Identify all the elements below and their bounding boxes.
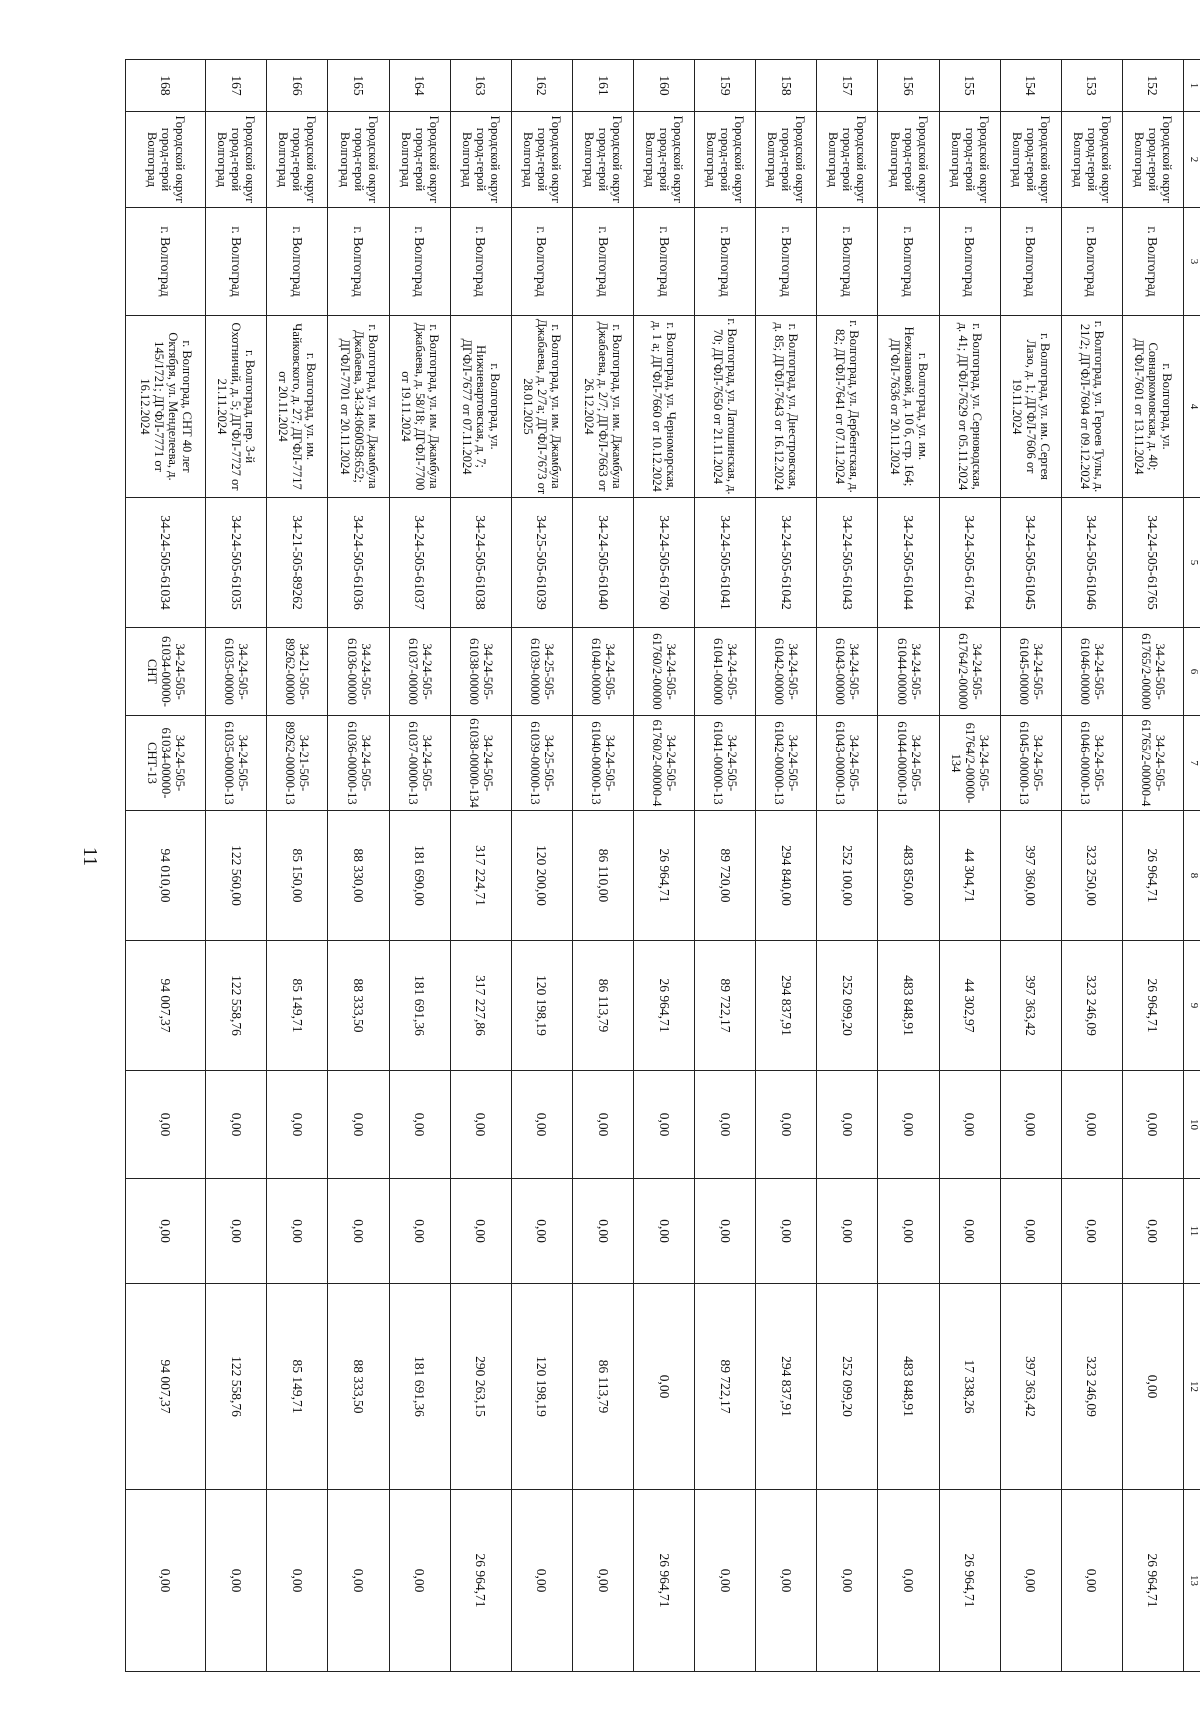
amount-cell: 0,00 [511,1179,572,1284]
amount-cell: 85 149,71 [267,941,328,1071]
address-cell: г. Волгоград, ул. им. Джамбула Джабаева, д. 58/18; ДГФЛ-7700 от 19.11.2024 [389,316,450,498]
amount-cell: 252 099,20 [817,1284,878,1490]
code-cell: 34-24-505-61760/2-00000 [634,628,695,716]
code-cell: 34-24-505-61042 [756,498,817,628]
code-cell: 34-21-505-89262-00000-13 [267,716,328,811]
amount-cell: 0,00 [126,1179,206,1284]
address-cell: г. Волгоград, ул. Дербентская, д. 82; ДГФЛ-7641 от 07.11.2024 [817,316,878,498]
address-cell: г. Волгоград, ул. Черноморская, д. 1 а; ДГФЛ-7660 от 10.12.2024 [634,316,695,498]
code-cell: 34-24-505-61043 [817,498,878,628]
municipality-cell: Городской округ город-герой Волгоград [1061,112,1122,208]
amount-cell: 17 338,26 [939,1284,1000,1490]
code-cell: 34-24-505-61764 [939,498,1000,628]
municipality-cell: Городской округ город-герой Волгоград [695,112,756,208]
table-row [634,60,695,1672]
table-row [267,60,328,1672]
amount-cell: 44 304,71 [939,811,1000,941]
amount-cell: 89 722,17 [695,1284,756,1490]
amount-cell: 26 964,71 [634,941,695,1071]
amount-cell: 122 558,76 [206,1284,267,1490]
locality-cell: г. Волгоград [878,208,939,316]
amount-cell: 89 722,17 [695,941,756,1071]
code-cell: 34-24-505-61045 [1000,498,1061,628]
code-cell: 34-24-505-61046 [1061,498,1122,628]
municipality-cell: Городской округ город-герой Волгоград [756,112,817,208]
code-cell: 34-24-505-61041-00000 [695,628,756,716]
column-number: 2 [1184,112,1200,208]
amount-cell: 26 964,71 [1122,1490,1183,1672]
code-cell: 34-24-505-61038-00000-134 [450,716,511,811]
table-row [511,60,572,1672]
amount-cell: 0,00 [389,1490,450,1672]
row-number-cell: 162 [511,60,572,112]
municipality-cell: Городской округ город-герой Волгоград [572,112,633,208]
code-cell: 34-24-505-61040-00000 [572,628,633,716]
municipality-cell: Городской округ город-герой Волгоград [634,112,695,208]
code-cell: 34-24-505-61037-00000 [389,628,450,716]
amount-cell: 483 850,00 [878,811,939,941]
locality-cell: г. Волгоград [634,208,695,316]
row-number-cell: 157 [817,60,878,112]
amount-cell: 0,00 [756,1179,817,1284]
amount-cell: 0,00 [572,1071,633,1179]
amount-cell: 26 964,71 [939,1490,1000,1672]
amount-cell: 0,00 [634,1284,695,1490]
row-number-cell: 160 [634,60,695,112]
code-cell: 34-24-505-61045-00000-13 [1000,716,1061,811]
amount-cell: 317 224,71 [450,811,511,941]
locality-cell: г. Волгоград [450,208,511,316]
municipality-cell: Городской округ город-герой Волгоград [450,112,511,208]
amount-cell: 26 964,71 [1122,811,1183,941]
amount-cell: 252 100,00 [817,811,878,941]
table-body [126,60,1184,1672]
table-row [878,60,939,1672]
amount-cell: 0,00 [450,1179,511,1284]
amount-cell: 0,00 [206,1179,267,1284]
amount-cell: 294 837,91 [756,1284,817,1490]
code-cell: 34-25-505-61039-00000 [511,628,572,716]
amount-cell: 0,00 [634,1071,695,1179]
amount-cell: 0,00 [634,1179,695,1284]
amount-cell: 0,00 [328,1071,389,1179]
amount-cell: 122 558,76 [206,941,267,1071]
locality-cell: г. Волгоград [939,208,1000,316]
code-cell: 34-24-505-61037 [389,498,450,628]
column-number: 13 [1184,1490,1200,1672]
row-number-cell: 166 [267,60,328,112]
amount-cell: 0,00 [1122,1179,1183,1284]
code-cell: 34-24-505-61036 [328,498,389,628]
amount-cell: 0,00 [878,1490,939,1672]
amount-cell: 0,00 [572,1490,633,1672]
amount-cell: 0,00 [1122,1284,1183,1490]
table-row [695,60,756,1672]
code-cell: 34-24-505-61043-00000 [817,628,878,716]
code-cell: 34-24-505-61046-00000-13 [1061,716,1122,811]
amount-cell: 0,00 [756,1071,817,1179]
row-number-cell: 153 [1061,60,1122,112]
code-cell: 34-24-505-61045-00000 [1000,628,1061,716]
address-cell: г. Волгоград, ул. им. Джамбула Джабаева, 34:34:060058:652; ДГФЛ-7701 от 20.11.2024 [328,316,389,498]
table-row [126,60,206,1672]
address-cell: г. Волгоград, ул. им. Джамбула Джабаева, д. 2/7; ДГФЛ-7663 от 26.12.2024 [572,316,633,498]
amount-cell: 0,00 [1061,1071,1122,1179]
column-number: 12 [1184,1284,1200,1490]
amount-cell: 181 690,00 [389,811,450,941]
code-cell: 34-24-505-61044-00000 [878,628,939,716]
amount-cell: 89 720,00 [695,811,756,941]
amount-cell: 94 007,37 [126,941,206,1071]
amount-cell: 85 149,71 [267,1284,328,1490]
locality-cell: г. Волгоград [267,208,328,316]
amount-cell: 0,00 [878,1071,939,1179]
row-number-cell: 154 [1000,60,1061,112]
code-cell: 34-24-505-61035-00000-13 [206,716,267,811]
municipality-cell: Городской округ город-герой Волгоград [1122,112,1183,208]
code-cell: 34-24-505-61046-00000 [1061,628,1122,716]
amount-cell: 252 099,20 [817,941,878,1071]
amount-cell: 0,00 [450,1071,511,1179]
locality-cell: г. Волгоград [1122,208,1183,316]
table-row [572,60,633,1672]
table-row [450,60,511,1672]
row-number-cell: 161 [572,60,633,112]
amount-cell: 0,00 [267,1490,328,1672]
code-cell: 34-24-505-61044-00000-13 [878,716,939,811]
table-row [939,60,1000,1672]
amount-cell: 26 964,71 [634,1490,695,1672]
row-number-cell: 158 [756,60,817,112]
amount-cell: 88 333,50 [328,941,389,1071]
amount-cell: 290 263,15 [450,1284,511,1490]
amount-cell: 181 691,36 [389,1284,450,1490]
code-cell: 34-24-505-61042-00000 [756,628,817,716]
amount-cell: 317 227,86 [450,941,511,1071]
municipality-cell: Городской округ город-герой Волгоград [939,112,1000,208]
amount-cell: 120 198,19 [511,941,572,1071]
amount-cell: 94 007,37 [126,1284,206,1490]
row-number-cell: 159 [695,60,756,112]
amount-cell: 26 964,71 [634,811,695,941]
table-row [1122,60,1183,1672]
table-row [328,60,389,1672]
amount-cell: 0,00 [817,1179,878,1284]
amount-cell: 0,00 [1061,1490,1122,1672]
amount-cell: 0,00 [328,1490,389,1672]
amount-cell: 26 964,71 [1122,941,1183,1071]
row-number-cell: 155 [939,60,1000,112]
municipality-cell: Городской округ город-герой Волгоград [206,112,267,208]
amount-cell: 0,00 [695,1071,756,1179]
registry-table [125,59,1200,1672]
address-cell: г. Волгоград, СНТ 40 лет Октября, ул. Менделеева, д. 145/1721; ДГФЛ-7771 от 16.12.2024 [126,316,206,498]
code-cell: 34-24-505-61765 [1122,498,1183,628]
table-row [389,60,450,1672]
code-cell: 34-24-505-61041 [695,498,756,628]
code-cell: 34-24-505-61042-00000-13 [756,716,817,811]
locality-cell: г. Волгоград [328,208,389,316]
row-number-cell: 163 [450,60,511,112]
municipality-cell: Городской округ город-герой Волгоград [328,112,389,208]
code-cell: 34-24-505-61041-00000-13 [695,716,756,811]
column-number: 5 [1184,498,1200,628]
amount-cell: 323 250,00 [1061,811,1122,941]
page-number: 11 [79,846,102,867]
amount-cell: 0,00 [817,1490,878,1672]
address-cell: г. Волгоград, пер. 3-й Охотничий, д. 5; ДГФЛ-7727 от 21.11.2024 [206,316,267,498]
code-cell: 34-24-505-61035-00000 [206,628,267,716]
code-cell: 34-25-505-61039-00000-13 [511,716,572,811]
amount-cell: 0,00 [1061,1179,1122,1284]
amount-cell: 0,00 [1000,1490,1061,1672]
amount-cell: 120 200,00 [511,811,572,941]
table-row [1000,60,1061,1672]
municipality-cell: Городской округ город-герой Волгоград [878,112,939,208]
locality-cell: г. Волгоград [1061,208,1122,316]
code-cell: 34-24-505-61764/2-00000-134 [939,716,1000,811]
code-cell: 34-24-505-61036-00000-13 [328,716,389,811]
municipality-cell: Городской округ город-герой Волгоград [1000,112,1061,208]
amount-cell: 0,00 [206,1490,267,1672]
code-cell: 34-24-505-61760/2-00000-4 [634,716,695,811]
code-cell: 34-24-505-61764/2-00000 [939,628,1000,716]
code-cell: 34-24-505-61040-00000-13 [572,716,633,811]
amount-cell: 88 333,50 [328,1284,389,1490]
amount-cell: 0,00 [817,1071,878,1179]
amount-cell: 44 302,97 [939,941,1000,1071]
table-row [1061,60,1122,1672]
column-number: 9 [1184,941,1200,1071]
address-cell: г. Волгоград, ул. Нижневартовская, д. 7; ДГФЛ-7677 от 07.11.2024 [450,316,511,498]
locality-cell: г. Волгоград [572,208,633,316]
column-number: 4 [1184,316,1200,498]
municipality-cell: Городской округ город-герой Волгоград [126,112,206,208]
municipality-cell: Городской округ город-герой Волгоград [817,112,878,208]
amount-cell: 26 964,71 [450,1490,511,1672]
locality-cell: г. Волгоград [1000,208,1061,316]
amount-cell: 0,00 [695,1490,756,1672]
code-cell: 34-24-505-61038 [450,498,511,628]
amount-cell: 0,00 [389,1071,450,1179]
amount-cell: 323 246,09 [1061,941,1122,1071]
amount-cell: 0,00 [1000,1179,1061,1284]
amount-cell: 0,00 [511,1490,572,1672]
row-number-cell: 164 [389,60,450,112]
amount-cell: 94 010,00 [126,811,206,941]
amount-cell: 0,00 [878,1179,939,1284]
column-number: 8 [1184,811,1200,941]
code-cell: 34-24-505-61038-00000 [450,628,511,716]
row-number-cell: 156 [878,60,939,112]
locality-cell: г. Волгоград [695,208,756,316]
amount-cell: 86 110,00 [572,811,633,941]
municipality-cell: Городской округ город-герой Волгоград [511,112,572,208]
locality-cell: г. Волгоград [206,208,267,316]
amount-cell: 0,00 [756,1490,817,1672]
column-number: 10 [1184,1071,1200,1179]
amount-cell: 120 198,19 [511,1284,572,1490]
code-cell: 34-24-505-61037-00000-13 [389,716,450,811]
code-cell: 34-24-505-61040 [572,498,633,628]
row-number-cell: 165 [328,60,389,112]
column-number: 7 [1184,716,1200,811]
address-cell: г. Волгоград, ул. Серноводская, д. 41; ДГФЛ-7629 от 05.11.2024 [939,316,1000,498]
amount-cell: 397 363,42 [1000,941,1061,1071]
amount-cell: 181 691,36 [389,941,450,1071]
municipality-cell: Городской округ город-герой Волгоград [389,112,450,208]
amount-cell: 294 840,00 [756,811,817,941]
locality-cell: г. Волгоград [817,208,878,316]
row-number-cell: 152 [1122,60,1183,112]
column-number: 1 [1184,60,1200,112]
code-cell: 34-24-505-61034 [126,498,206,628]
amount-cell: 483 848,91 [878,1284,939,1490]
code-cell: 34-24-505-61034-00000-СНТ-13 [126,716,206,811]
locality-cell: г. Волгоград [756,208,817,316]
document-page [125,59,1200,1671]
row-number-cell: 168 [126,60,206,112]
code-cell: 34-24-505-61765/2-00000 [1122,628,1183,716]
code-cell: 34-24-505-61760 [634,498,695,628]
row-number-cell: 167 [206,60,267,112]
amount-cell: 397 360,00 [1000,811,1061,941]
column-number: 6 [1184,628,1200,716]
amount-cell: 0,00 [1000,1071,1061,1179]
address-cell: г. Волгоград, ул. Героев Тулы, д. 21/2; ДГФЛ-7604 от 09.12.2024 [1061,316,1122,498]
table-row [206,60,267,1672]
amount-cell: 0,00 [511,1071,572,1179]
amount-cell: 0,00 [267,1179,328,1284]
address-cell: г. Волгоград, ул. им. Нежлановой, д. 10 б, стр. 164; ДГФЛ-7636 от 20.11.2024 [878,316,939,498]
amount-cell: 483 848,91 [878,941,939,1071]
locality-cell: г. Волгоград [389,208,450,316]
amount-cell: 0,00 [206,1071,267,1179]
amount-cell: 0,00 [1122,1071,1183,1179]
address-cell: г. Волгоград, ул. им. Чайковского, д. 27; ДГФЛ-7717 от 20.11.2024 [267,316,328,498]
amount-cell: 122 560,00 [206,811,267,941]
table-row [756,60,817,1672]
amount-cell: 86 113,79 [572,1284,633,1490]
amount-cell: 323 246,09 [1061,1284,1122,1490]
locality-cell: г. Волгоград [126,208,206,316]
address-cell: г. Волгоград, ул. им. Джамбула Джабаева, д. 2/7а; ДГФЛ-7673 от 28.01.2025 [511,316,572,498]
code-cell: 34-24-505-61035 [206,498,267,628]
municipality-cell: Городской округ город-герой Волгоград [267,112,328,208]
amount-cell: 0,00 [328,1179,389,1284]
code-cell: 34-25-505-61039 [511,498,572,628]
amount-cell: 86 113,79 [572,941,633,1071]
column-number-row [1184,60,1200,1672]
locality-cell: г. Волгоград [511,208,572,316]
code-cell: 34-24-505-61043-00000-13 [817,716,878,811]
address-cell: г. Волгоград, ул. им. Сергея Лазо, д. 1; ДГФЛ-7606 от 19.11.2024 [1000,316,1061,498]
code-cell: 34-24-505-61044 [878,498,939,628]
amount-cell: 294 837,91 [756,941,817,1071]
amount-cell: 0,00 [389,1179,450,1284]
amount-cell: 88 330,00 [328,811,389,941]
column-number: 3 [1184,208,1200,316]
column-number: 11 [1184,1179,1200,1284]
amount-cell: 397 363,42 [1000,1284,1061,1490]
code-cell: 34-21-505-89262 [267,498,328,628]
address-cell: г. Волгоград, ул. Латошинская, д. 70; ДГФЛ-7650 от 21.11.2024 [695,316,756,498]
code-cell: 34-24-505-61765/2-00000-4 [1122,716,1183,811]
amount-cell: 0,00 [267,1071,328,1179]
amount-cell: 0,00 [939,1071,1000,1179]
amount-cell: 85 150,00 [267,811,328,941]
amount-cell: 0,00 [126,1071,206,1179]
amount-cell: 0,00 [126,1490,206,1672]
table-row [817,60,878,1672]
amount-cell: 0,00 [939,1179,1000,1284]
code-cell: 34-24-505-61034-00000-СНТ [126,628,206,716]
address-cell: г. Волгоград, ул. Днестровская, д. 85; ДГФЛ-7643 от 16.12.2024 [756,316,817,498]
code-cell: 34-21-505-89262-00000 [267,628,328,716]
amount-cell: 0,00 [695,1179,756,1284]
amount-cell: 0,00 [572,1179,633,1284]
address-cell: г. Волгоград, ул. Совнаркомовская, д. 40; ДГФЛ-7601 от 13.11.2024 [1122,316,1183,498]
code-cell: 34-24-505-61036-00000 [328,628,389,716]
